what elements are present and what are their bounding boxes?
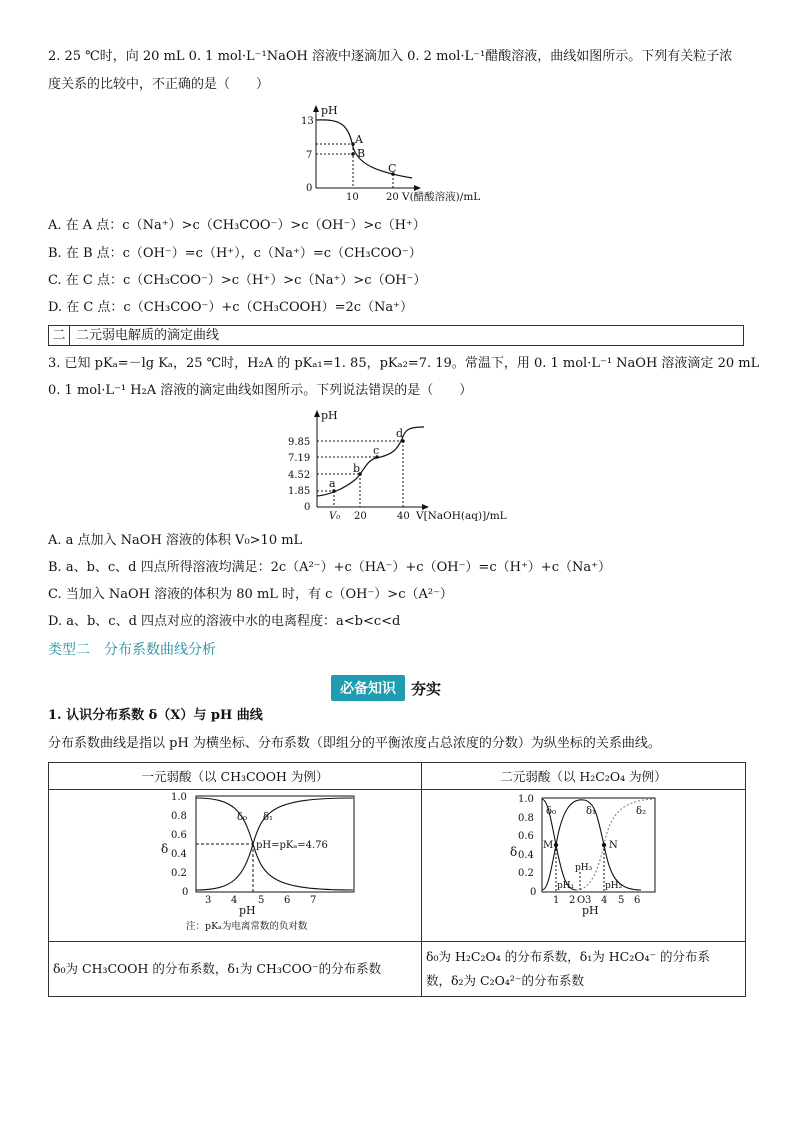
q3-x-20: 20 [354, 511, 367, 522]
q2-stem-line1: 2. 25 ℃时，向 20 mL 0. 1 mol·L⁻¹NaOH 溶液中逐滴加入 0. 2 mol·L⁻¹醋酸溶液，曲线如图所示。下列有关粒子浓 [48, 49, 733, 64]
col1-header: 一元弱酸（以 CH₃COOH 为例） [49, 763, 422, 790]
col2-text-line2: 数，δ₂为 C₂O₄²⁻的分布系数 [426, 973, 584, 988]
fig1-y-tick-0: 0 [182, 887, 189, 898]
q3-y-185: 1.85 [288, 486, 311, 497]
q3-point-a: a [329, 477, 336, 490]
fig2-y-tick-1: 1.0 [518, 794, 534, 805]
q2-y-0: 0 [306, 183, 313, 194]
k1-heading: 1. 认识分布系数 δ（X）与 pH 曲线 [48, 708, 263, 723]
section-title: 二元弱电解质的滴定曲线 [76, 328, 220, 343]
q2-option-b: B. 在 B 点：c（OH⁻）=c（H⁺），c（Na⁺）=c（CH₃COO⁻） [48, 246, 422, 261]
fig2-x-tick-6: 6 [634, 895, 641, 906]
q3-x-40: 40 [397, 511, 410, 522]
fig2-delta1: δ₁ [586, 806, 597, 817]
q3-point-d: d [396, 427, 404, 440]
fig1-y-tick-04: 0.4 [171, 849, 187, 860]
q2-point-b: B [357, 147, 366, 160]
fig1-y-tick-08: 0.8 [171, 811, 187, 822]
q2-option-d: D. 在 C 点：c（CH₃COO⁻）+c（CH₃COOH）=2c（Na⁺） [48, 300, 414, 315]
fig1-distribution-chart [53, 790, 413, 938]
fig2-x-tick-4: 4 [601, 895, 608, 906]
fig1-annotation: pH=pKₐ=4.76 [256, 840, 328, 851]
fig1-x-tick-5: 5 [258, 895, 265, 906]
q3-y-719: 7.19 [288, 453, 311, 464]
q3-point-c: c [373, 444, 380, 457]
q3-point-b: b [353, 462, 361, 475]
fig2-y-label: δ [510, 845, 518, 859]
fig2-x-tick-2: 2 [569, 895, 576, 906]
q3-x-v0: V₀ [329, 511, 341, 522]
section-two-box [48, 325, 744, 346]
fig1-y-tick-1: 1.0 [171, 792, 187, 803]
fig1-delta1: δ₁ [263, 812, 274, 823]
fig2-y-tick-06: 0.6 [518, 831, 534, 842]
fig2-x-tick-5: 5 [618, 895, 625, 906]
fig2-point-n: N [609, 840, 618, 851]
fig2-x-label: pH [582, 904, 599, 917]
q3-option-d: D. a、b、c、d 四点对应的溶液中水的电离程度：a<b<c<d [48, 614, 401, 629]
fig1-cell [49, 790, 422, 942]
q3-y-label: pH [321, 409, 338, 422]
fig1-x-label: pH [239, 904, 256, 917]
fig1-delta0: δ₀ [237, 812, 248, 823]
fig1-x-tick-4: 4 [231, 895, 238, 906]
fig2-delta0: δ₀ [546, 806, 557, 817]
fig2-y-tick-02: 0.2 [518, 868, 534, 879]
fig1-x-tick-7: 7 [310, 895, 317, 906]
q2-x-10: 10 [346, 192, 359, 202]
fig1-note: 注：pKₐ为电离常数的负对数 [186, 921, 308, 932]
q2-y-7: 7 [306, 150, 313, 161]
banner-suffix: 夯实 [411, 679, 442, 698]
fig2-distribution-chart [426, 790, 741, 938]
col2-text-line1: δ₀为 H₂C₂O₄ 的分布系数，δ₁为 HC₂O₄⁻ 的分布系 [426, 949, 711, 964]
distribution-table [48, 762, 746, 997]
q2-point-a: A [355, 133, 363, 146]
q3-x-label: V[NaOH(aq)]/mL [416, 510, 507, 522]
q2-x-label: V(醋酸溶液)/mL [402, 191, 481, 202]
col1-text: δ₀为 CH₃COOH 的分布系数，δ₁为 CH₃COO⁻的分布系数 [49, 942, 422, 997]
q3-stem-line1: 3. 已知 pKₐ=－lg Kₐ，25 ℃时，H₂A 的 pKₐ₁=1. 85，pKₐ₂=7. 19。常温下，用 0. 1 mol·L⁻¹ NaOH 溶液滴定 20 mL [48, 356, 760, 371]
q3-y-985: 9.85 [288, 437, 311, 448]
section-number: 二 [49, 326, 70, 345]
fig1-y-tick-06: 0.6 [171, 830, 187, 841]
col2-header: 二元弱酸（以 H₂C₂O₄ 为例） [422, 763, 746, 790]
fig2-ph3: pH₃ [575, 863, 593, 873]
fig2-x-origin: O [577, 895, 586, 906]
fig2-x-tick-3: 3 [585, 895, 592, 906]
q3-titration-figure [284, 405, 524, 525]
fig2-x-tick-1: 1 [553, 895, 560, 906]
k1-description: 分布系数曲线是指以 pH 为横坐标、分布系数（即组分的平衡浓度占总浓度的分数）为纵坐标的关系曲线。 [48, 736, 661, 751]
q2-stem-line2: 度关系的比较中，不正确的是（ ） [48, 77, 270, 92]
fig1-y-label: δ [161, 842, 169, 856]
knowledge-banner [331, 676, 441, 700]
fig2-cell [422, 790, 746, 942]
col2-text-cell [422, 942, 746, 997]
q3-option-a: A. a 点加入 NaOH 溶液的体积 V₀>10 mL [48, 533, 303, 548]
banner-label: 必备知识 [331, 675, 405, 701]
q2-titration-figure [296, 102, 506, 202]
fig1-x-tick-3: 3 [205, 895, 212, 906]
q2-y-label: pH [321, 104, 338, 117]
fig1-x-tick-6: 6 [284, 895, 291, 906]
q3-y-0: 0 [304, 502, 311, 513]
fig2-delta2: δ₂ [636, 806, 647, 817]
q3-y-452: 4.52 [288, 470, 311, 481]
fig2-point-m: M [543, 840, 554, 851]
fig2-y-tick-08: 0.8 [518, 813, 534, 824]
fig2-ph1: pH₁ [557, 881, 575, 891]
q3-stem-line2: 0. 1 mol·L⁻¹ H₂A 溶液的滴定曲线如图所示。下列说法错误的是（ ） [48, 383, 473, 398]
q2-x-20: 20 [386, 192, 399, 202]
q2-y-13: 13 [301, 116, 314, 127]
q2-option-a: A. 在 A 点：c（Na⁺）>c（CH₃COO⁻）>c（OH⁻）>c（H⁺） [48, 218, 426, 233]
fig1-y-tick-02: 0.2 [171, 868, 187, 879]
q2-point-c: C [388, 162, 397, 175]
fig2-ph2: pH₂ [605, 881, 623, 891]
fig2-y-tick-0: 0 [530, 887, 537, 898]
q2-option-c: C. 在 C 点：c（CH₃COO⁻）>c（H⁺）>c（Na⁺）>c（OH⁻） [48, 273, 427, 288]
fig2-y-tick-04: 0.4 [518, 850, 534, 861]
q3-option-b: B. a、b、c、d 四点所得溶液均满足：2c（A²⁻）+c（HA⁻）+c（OH⁻）=c（H⁺）+c（Na⁺） [48, 560, 611, 575]
q3-option-c: C. 当加入 NaOH 溶液的体积为 80 mL 时，有 c（OH⁻）>c（A²⁻） [48, 587, 453, 602]
type-two-heading: 类型二 分布系数曲线分析 [48, 642, 216, 658]
